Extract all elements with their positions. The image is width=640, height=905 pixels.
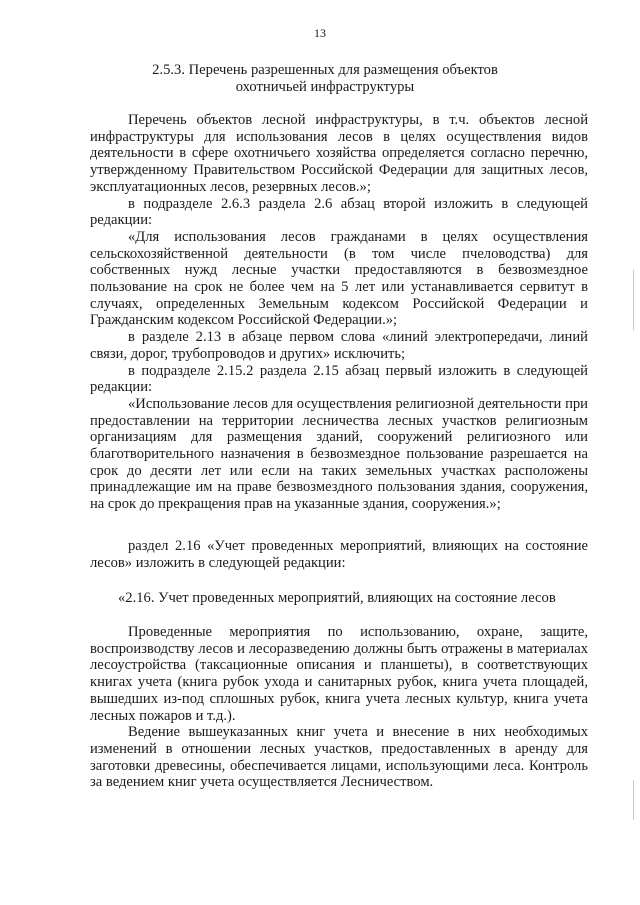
page-number: 13: [314, 26, 326, 40]
body-text-block-1: [90, 112, 588, 513]
paragraph: Перечень объектов лесной инфраструктуры, в т.ч. объектов лесной инфраструктуры для использования лесов в целях осуществления видов деятельности в сфере охотничьего хозяйства определяется согласно перечню, утвержденному Правительством Российской Федерации для защитных лесов, эксплуатационных лесов, резервных лесов.»;: [90, 112, 588, 195]
paragraph: в подразделе 2.15.2 раздела 2.15 абзац первый изложить в следующей редакции:: [90, 362, 588, 396]
paragraph: «Использование лесов для осуществления религиозной деятельности при предоставлении на территории лесничества лесных участков религиозным организациям для размещения зданий, сооружений религиозного или благотворительного назначения в безвозмездное пользование разрешается на срок до десяти лет или если на таких земельных участках расположены принадлежащие им на праве безвозмездного пользования здания, сооружения, на срок до прекращения прав на указанные здания, сооружения.»;: [90, 395, 588, 513]
scan-artifact-line: [633, 780, 634, 820]
section-title-line-2: охотничьей инфраструктуры: [235, 79, 415, 95]
body-text-block-2: [90, 538, 588, 571]
paragraph: Проведенные мероприятия по использованию, охране, защите, воспроизводству лесов и лесоразведению должны быть отражены в материалах лесоустройства (таксационные описания и планшеты), в соответствующих книгах учета (книга рубок ухода и санитарных рубок, книга учета площадей, вышедших из-под сплошных рубок, книга учета лесных культур, книга учета лесных пожаров и т.д.).: [90, 624, 588, 724]
paragraph: «Для использования лесов гражданами в целях осуществления сельскохозяйственной деятельности (в том числе пчеловодства) для собственных нужд лесные участки предоставляются в безвозмездное пользование на срок не более чем на 5 лет или устанавливается сервитут в случаях, определенных Земельным кодексом Российской Федерации и Гражданским кодексом Российской Федерации.»;: [90, 228, 588, 329]
scan-artifact-line: [633, 270, 634, 330]
paragraph: в подразделе 2.6.3 раздела 2.6 абзац второй изложить в следующей редакции:: [90, 195, 588, 229]
section-title: [90, 62, 560, 96]
body-text-block-4: [90, 624, 588, 791]
paragraph: в разделе 2.13 в абзаце первом слова «линий электропередачи, линий связи, дорог, трубопроводов и других» исключить;: [90, 329, 588, 362]
paragraph: раздел 2.16 «Учет проведенных мероприятий, влияющих на состояние лесов» изложить в следующей редакции:: [90, 538, 588, 571]
body-text-block-3: [90, 590, 588, 607]
section-title-line-1: 2.5.3. Перечень разрешенных для размещения объектов: [152, 62, 498, 78]
subsection-heading: «2.16. Учет проведенных мероприятий, влияющих на состояние лесов: [118, 590, 556, 606]
paragraph: Ведение вышеуказанных книг учета и внесение в них необходимых изменений в отношении лесных участков, предоставленных в аренду для заготовки древесины, обеспечивается лицами, использующими леса. Контроль за ведением книг учета осуществляется Лесничеством.: [90, 724, 588, 791]
